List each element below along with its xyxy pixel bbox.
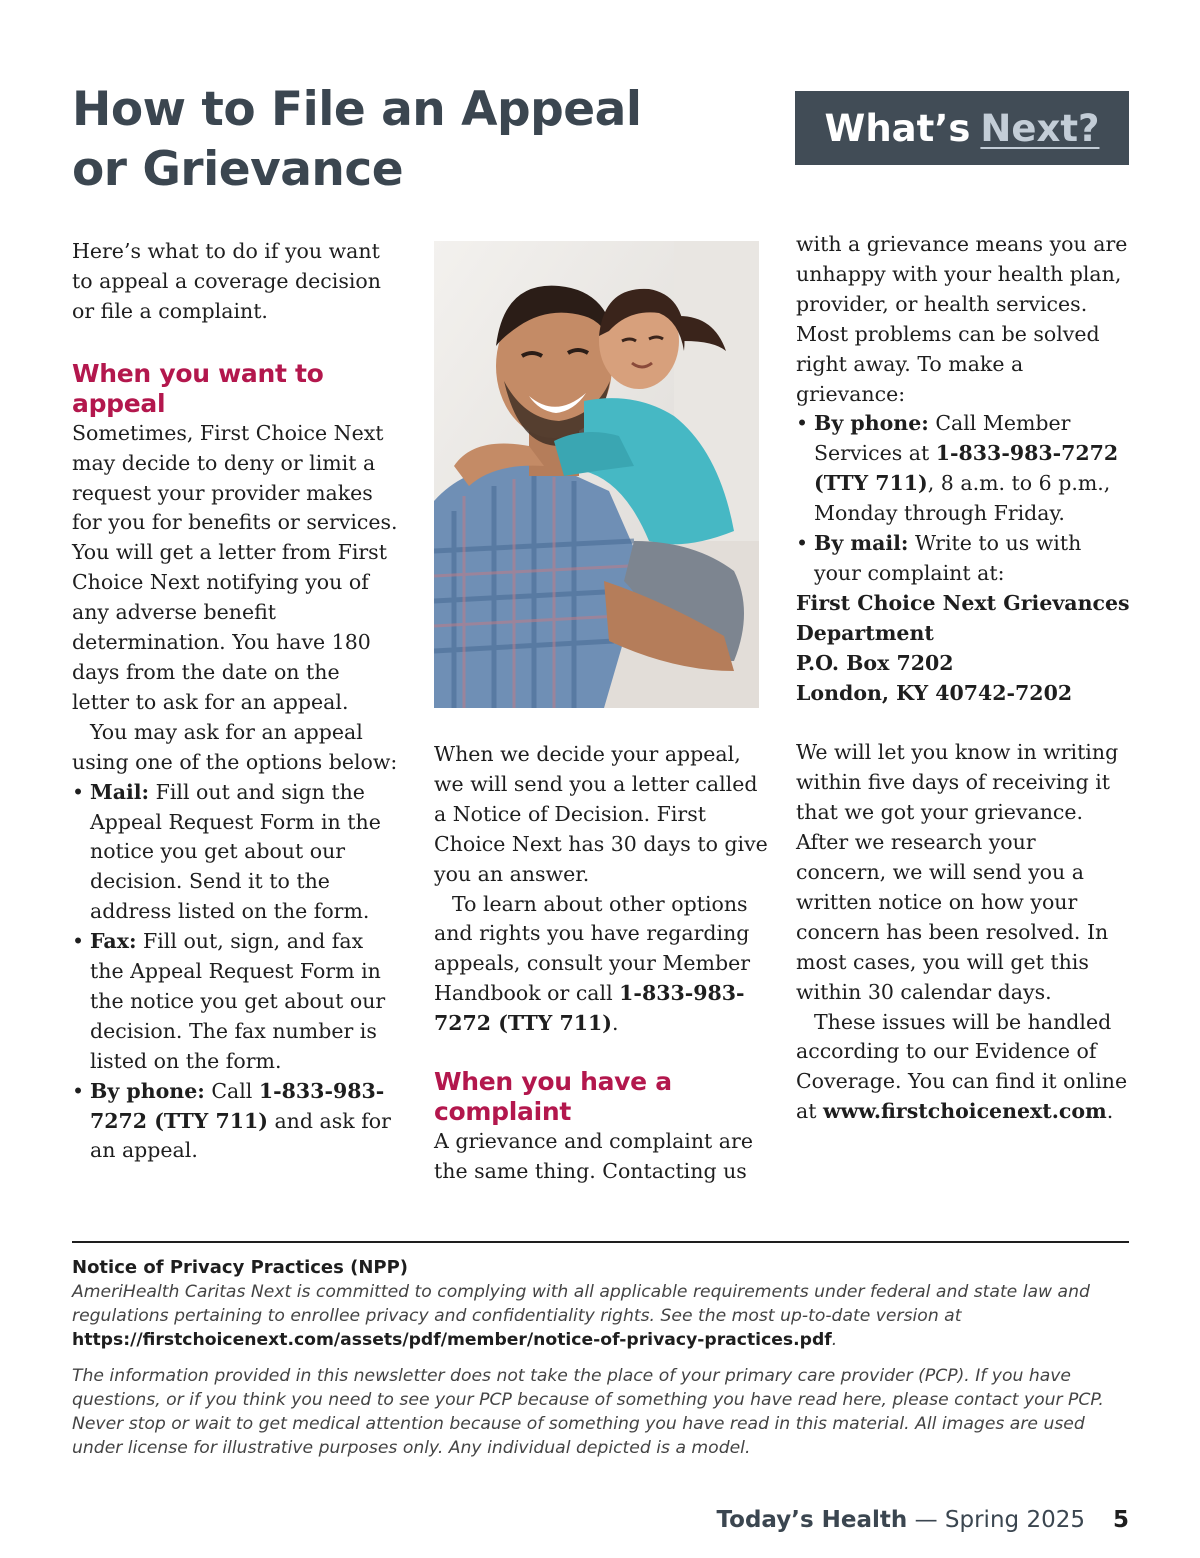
bullet-label: By phone: xyxy=(90,1078,205,1103)
footer-divider xyxy=(72,1241,1129,1243)
page-title xyxy=(72,80,712,200)
bullet-text: Fill out and sign the Appeal Request Form in the notice you get about our decision. Send it to the address listed on the form. xyxy=(90,779,381,924)
bullet-label: By mail: xyxy=(814,531,909,556)
page-footer xyxy=(717,1505,1129,1535)
bullet-label: Fax: xyxy=(90,929,137,954)
npp-end: . xyxy=(831,1330,838,1350)
issue-name: Spring 2025 xyxy=(944,1507,1085,1533)
appeal-options-list xyxy=(72,778,402,1167)
grievance-option-phone xyxy=(796,409,1130,529)
coverage-end: . xyxy=(1106,1099,1114,1124)
page-number: 5 xyxy=(1112,1507,1129,1533)
evidence-of-coverage-paragraph xyxy=(796,1008,1130,1128)
title-line-1: How to File an Appeal xyxy=(72,82,642,137)
column-left xyxy=(72,236,402,1166)
complaint-paragraph-continued: with a grievance means you are unhappy with your health plan, provider, or health services. Most problems can be solved right away. To make a grievance: xyxy=(796,232,1128,406)
column-right xyxy=(796,230,1130,1127)
photo-illustration xyxy=(434,241,759,708)
rights-paragraph xyxy=(434,890,768,1040)
bullet-text: , 8 a.m. to 6 p.m., Monday through Friday. xyxy=(814,471,1111,526)
column-middle xyxy=(434,740,768,1187)
address-line-3: London, KY 40742-7202 xyxy=(796,680,1073,705)
badge-word-1: What’s xyxy=(824,106,971,150)
complaint-paragraph-start: A grievance and complaint are the same thing. Contacting us xyxy=(434,1129,753,1183)
bullet-label: By phone: xyxy=(814,411,929,436)
bullet-text: Call xyxy=(204,1078,259,1103)
appeal-paragraph-1: Sometimes, First Choice Next may decide to deny or limit a request your provider makes for you for benefits or services. You will get a letter from First Choice Next notifying you of any adverse benefit determination. You have 180 days from the date on the letter to ask for an appeal. xyxy=(72,420,398,714)
bullet-text: Write to us with your complaint at: xyxy=(814,531,1082,585)
bullet-label: Mail: xyxy=(90,779,150,804)
appeal-option-fax xyxy=(72,927,402,1077)
grievance-options-list xyxy=(796,409,1130,588)
npp-text: AmeriHealth Caritas Next is committed to complying with all applicable requirements under federal and state law and regulations pertaining to enrollee privacy and confidentiality rights. See the most up-to-date version at xyxy=(72,1282,1090,1326)
publication-name: Today’s Health xyxy=(716,1507,908,1533)
address-line-2: P.O. Box 7202 xyxy=(796,650,954,675)
npp-link[interactable]: https://firstchoicenext.com/assets/pdf/member/notice-of-privacy-practices.pdf xyxy=(72,1330,832,1350)
appeal-option-mail xyxy=(72,778,402,928)
phone-number: 1-833-983-7272 (TTY 711) xyxy=(90,1078,385,1133)
title-line-2: or Grievance xyxy=(72,142,404,197)
npp-heading: Notice of Privacy Practices (NPP) xyxy=(72,1257,409,1278)
website-link[interactable]: www.firstchoicenext.com xyxy=(822,1099,1107,1124)
grievance-response-paragraph: We will let you know in writing within five days of receiving it that we got your grievance. After we research your concern, we will send you a written notice on how your concern has been resolved. In most cases, you will get this within 30 calendar days. xyxy=(796,740,1119,1004)
coverage-text: These issues will be handled according to our Evidence of Coverage. You can find it online at xyxy=(796,1009,1128,1124)
decision-paragraph: When we decide your appeal, we will send you a letter called a Notice of Decision. First Choice Next has 30 days to give you an answer. xyxy=(434,742,768,886)
appeal-option-phone xyxy=(72,1077,402,1167)
address-line-1: First Choice Next Grievances Department xyxy=(796,590,1130,645)
bullet-text: Fill out, sign, and fax the Appeal Request Form in the notice you get about our decision. The fax number is listed on the form. xyxy=(90,929,386,1073)
bullet-text: Call Member Services at xyxy=(814,411,1071,466)
appeal-heading: When you want to appeal xyxy=(72,358,324,418)
whats-next-badge xyxy=(795,91,1129,165)
privacy-notice xyxy=(72,1256,1129,1460)
rights-end: . xyxy=(611,1011,619,1036)
bullet-text: and ask for an appeal. xyxy=(90,1108,391,1163)
npp-paragraph xyxy=(72,1280,1129,1352)
phone-number: 1-833-983-7272 (TTY 711) xyxy=(814,441,1119,496)
grievance-option-mail xyxy=(796,529,1130,589)
father-daughter-photo xyxy=(434,241,759,708)
mailing-address xyxy=(796,589,1130,709)
disclaimer-paragraph: The information provided in this newsletter does not take the place of your primary care provider (PCP). If you have questions, or if you think you need to see your PCP because of something you have read here, please contact your PCP. Never stop or wait to get medical attention because of something you have read in this material. All images are used under license for illustrative purposes only. Any individual depicted is a model. xyxy=(72,1366,1104,1458)
badge-word-2: Next? xyxy=(980,106,1100,150)
rights-text: To learn about other options and rights you have regarding appeals, consult your Member Handbook or call xyxy=(434,891,751,1006)
complaint-heading: When you have a complaint xyxy=(434,1067,672,1127)
footer-dash: — xyxy=(907,1507,945,1533)
appeal-paragraph-2: You may ask for an appeal using one of the options below: xyxy=(72,719,398,774)
intro-paragraph: Here’s what to do if you want to appeal a coverage decision or file a complaint. xyxy=(72,239,381,323)
phone-number: 1-833-983-7272 (TTY 711) xyxy=(434,981,745,1036)
